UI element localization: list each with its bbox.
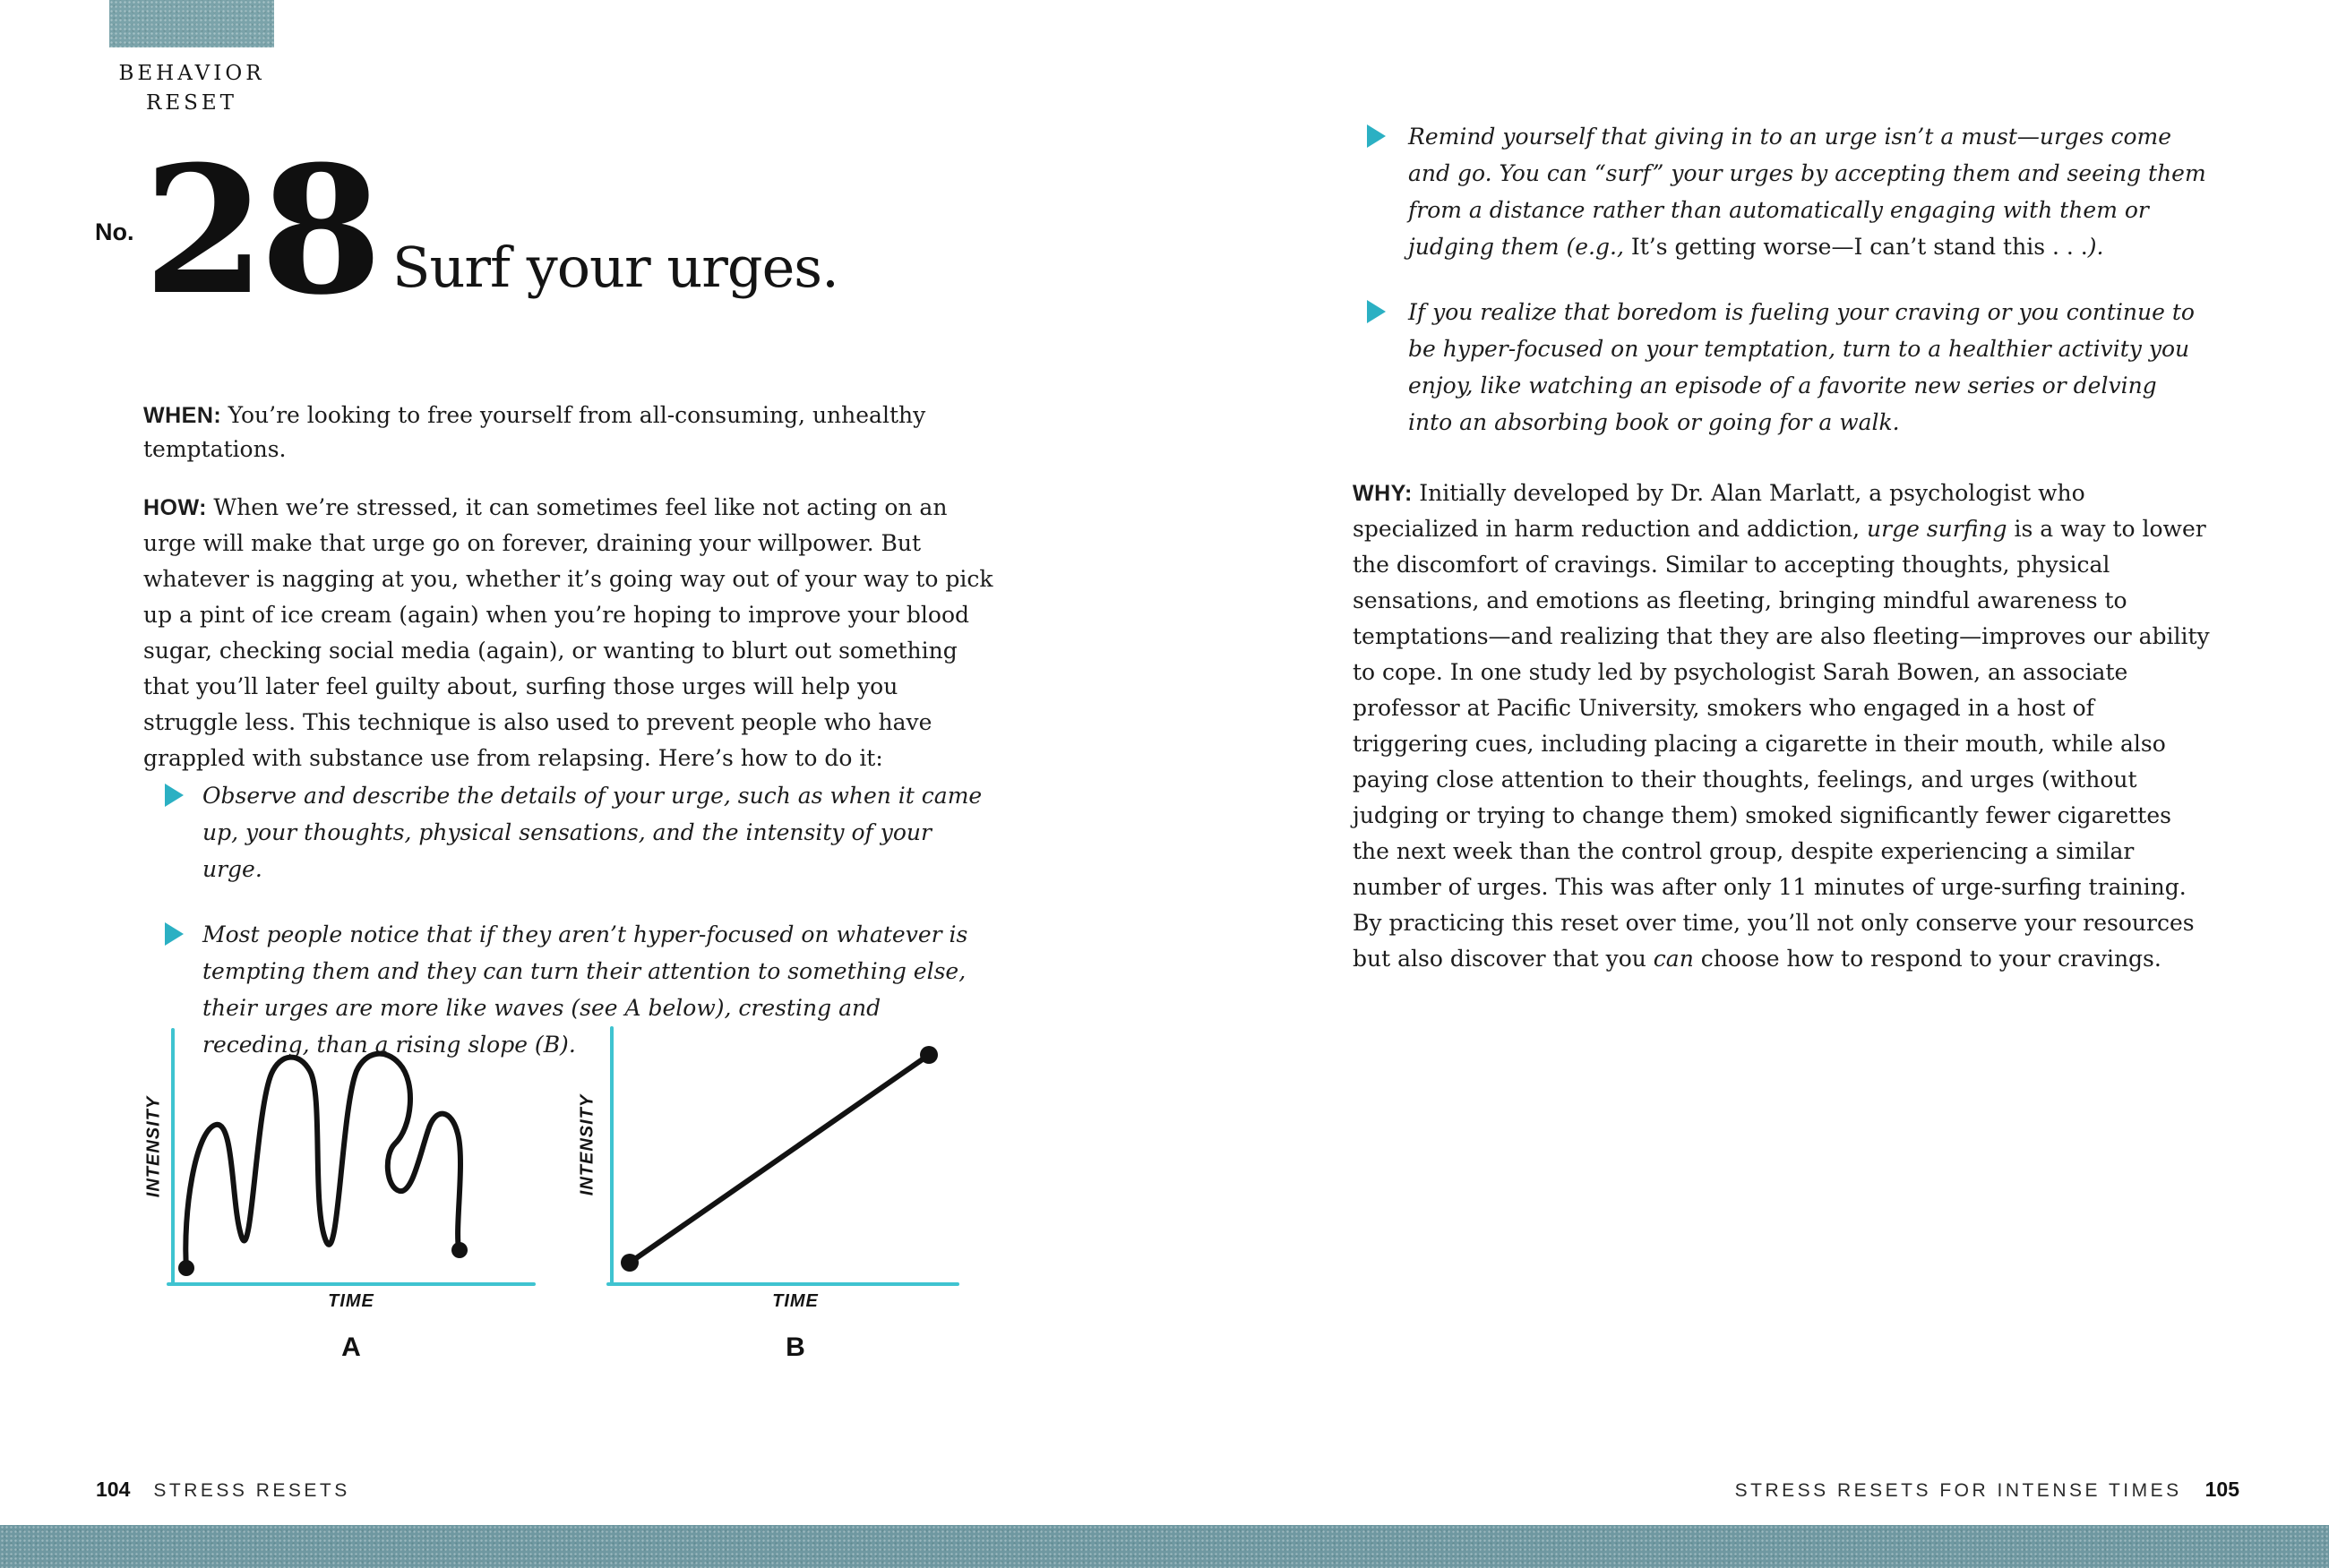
bullet-arrow-icon [165, 922, 184, 946]
chapter-kicker-line1: BEHAVIOR [118, 62, 265, 85]
reset-number: 28 [143, 128, 377, 334]
figure-a-start-dot [178, 1260, 194, 1276]
figure-a-end-dot [451, 1242, 468, 1258]
figure-b-caption: B [786, 1332, 805, 1362]
bottom-color-band [0, 1525, 2329, 1568]
reset-number-prefix: No. [95, 218, 134, 245]
figure-a-y-axis-label: INTENSITY [143, 1095, 164, 1198]
right-bullet-list [1354, 118, 2207, 469]
bullet-text: If you realize that boredom is fueling your craving or you continue to be hyper-focused on your temptation, turn to a healthier activity you enjoy, like watching an episode of a favorite new series or delving into an absorbing book or going for a walk. [1408, 299, 2195, 435]
why-paragraph: WHY: Initially developed by Dr. Alan Marlatt, a psychologist who specialized in harm reduction and addiction, urge surfing is a way to lower the discomfort of cravings. Similar to accepting thoughts, physical sensations, and emotions as fleeting, bringing mindful awareness to temptations—and realizing that they are also fleeting—improves our ability to cope. In one study led by psychologist Sarah Bowen, an associate professor at Pacific University, smokers who engaged in a host of triggering cues, including placing a cigarette in their mouth, while also paying close attention to their thoughts, feelings, and urges (without judging or trying to change them) smoked significantly fewer cigarettes the next week than the control group, despite experiencing a similar number of urges. This was after only 11 minutes of urge-surfing training. By practicing this reset over time, you’ll not only conserve your resources but also discover that you can choose how to respond to your cravings. [1353, 480, 2210, 972]
right-footer-label: STRESS RESETS FOR INTENSE TIMES [1734, 1480, 2182, 1501]
figure-a-x-axis-label: TIME [328, 1291, 374, 1311]
figure-b-canvas [578, 1021, 972, 1300]
bullet-text: Remind yourself that giving in to an urge isn’t a must—urges come and go. You can “surf” your urges by accepting them and seeing them from a distance rather than automatically engaging with them or judging them (e.g., It’s getting worse—I can’t stand this . . .). [1408, 124, 2206, 260]
bullet-item [143, 777, 989, 887]
figure-b-y-axis-label: INTENSITY [577, 1093, 597, 1196]
figure-a-wave-line [185, 1054, 460, 1268]
bullet-item [1354, 294, 2207, 441]
chapter-color-tab [109, 0, 274, 47]
bullet-arrow-icon [1367, 300, 1386, 323]
bullet-arrow-icon [165, 784, 184, 807]
bullet-item [1354, 118, 2207, 265]
figure-b-start-dot [621, 1254, 639, 1272]
left-footer-label: STRESS RESETS [153, 1480, 350, 1501]
bullet-text: Most people notice that if they aren’t hyper-focused on whatever is tempting them and they can turn their attention to something else, their urges are more like waves (see A below), cresting and receding, than a rising slope (B). [202, 921, 968, 1058]
bullet-text: Observe and describe the details of your urge, such as when it came up, your thoughts, physical sensations, and the intensity of your urge. [202, 783, 983, 882]
figure-b-x-axis-label: TIME [772, 1291, 819, 1311]
chapter-kicker-line2: RESET [146, 91, 237, 115]
right-page-footer [1735, 1478, 2239, 1502]
left-page-footer [96, 1478, 350, 1502]
figure-a-caption: A [341, 1332, 361, 1362]
how-paragraph: HOW: When we’re stressed, it can sometimes feel like not acting on an urge will make that urge go on forever, draining your willpower. But whatever is nagging at you, whether it’s going way out of your way to pick up a pint of ice cream (again) when you’re hoping to improve your blood sugar, checking social media (again), or wanting to blurt out something that you’ll later feel guilty about, surfing those urges will help you struggle less. This technique is also used to prevent people who have grappled with substance use from relapsing. Here’s how to do it: [143, 494, 993, 771]
left-page-number: 104 [96, 1478, 131, 1501]
right-page-number: 105 [2204, 1478, 2239, 1501]
figure-b-end-dot [920, 1046, 938, 1064]
figure-a-axes [168, 1030, 534, 1284]
figure-b-slope-line [630, 1055, 929, 1263]
bullet-arrow-icon [1367, 124, 1386, 148]
figure-a-wave-chart [124, 1024, 545, 1365]
reset-title: Surf your urges. [392, 235, 838, 300]
when-paragraph: WHEN: You’re looking to free yourself from all-consuming, unhealthy temptations. [143, 402, 926, 462]
figure-a-canvas [124, 1024, 545, 1298]
chapter-kicker [99, 59, 285, 118]
figure-b-slope-chart [578, 1021, 972, 1365]
